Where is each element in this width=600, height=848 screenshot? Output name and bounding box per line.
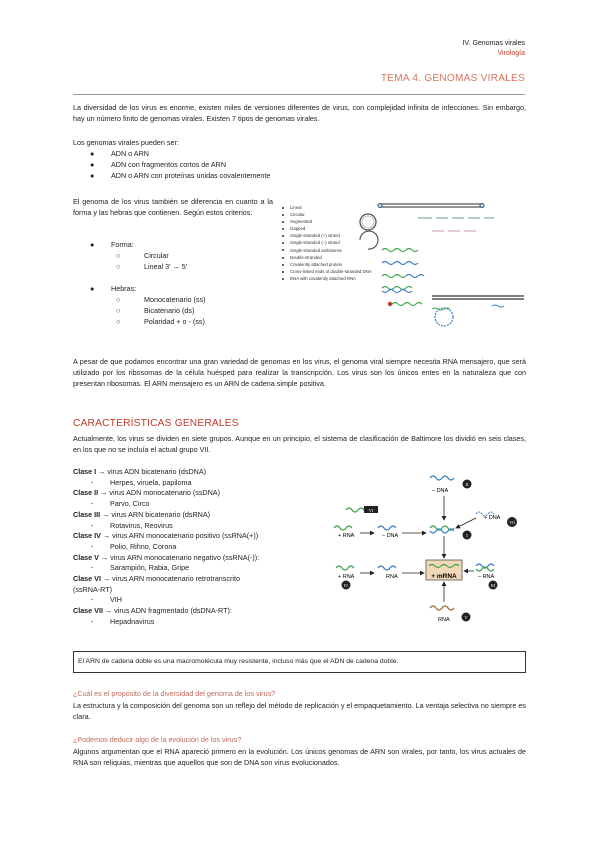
figure-label: DNA with covalently attached RNA [282,275,372,282]
class-example: - Polio, Rihno, Corona [91,541,177,551]
genome-forms-figure [282,196,526,336]
ribosomes-paragraph [73,356,526,390]
label-plus-rna-top: + RNA [338,533,355,539]
figure-label: Linear [282,204,372,211]
class-example: - VIH [91,595,122,605]
answer-2 [73,746,526,768]
label-minus-dna: – DNA [382,533,399,539]
note-box: El ARN de cadena doble es una macromolécula muy resistente, incluso más que el ADN de cadena doble. [73,651,526,673]
section-title: CARACTERÍSTICAS GENERALES [73,418,239,429]
class-example: - Herpes, viruela, papiloma [91,477,192,487]
question-1: ¿Cuál es el propósito de la diversidad del genoma de los virus? [73,689,276,698]
form-intro-text: El genoma de los virus también se diferencia en cuanto a la forma y las hebras que contienen. Según estos criterios: [73,197,273,218]
label-plus-rna: + RNA [338,574,355,580]
mrna-label: + mRNA [431,573,457,580]
list-item: ○ Monocatenario (ss) [116,295,206,304]
class-item: Clase IV → virus ARN monocatenario positivo (ssRNA(+)) [73,531,259,541]
class-item: Clase I → virus ADN bicatenario (dsDNA) [73,467,207,476]
forma-label: Forma: [111,240,134,249]
baltimore-classes [73,467,313,628]
genome-types-intro: Los genomas virales pueden ser: [73,138,179,147]
intro-text: La diversidad de los virus es enorme, existen miles de versiones diferentes de virus, con complejidad infinita de infecciones. Sin embargo, hay un número finito de genomas virales. Existen 7 tipos de genomas virales. [73,103,526,124]
genome-forms-drawing [282,196,526,336]
ribosomes-text: A pesar de que podamos encontrar una gran variedad de genomas en los virus, el genoma viral siempre necesita RNA mensajero, que será utilizado por los ribosomas de la célula huésped para realizar la transcripción. Los virus son los únicos entes en la naturaleza que con presentan ribosomas. El ARN mensajero es un ARN de cadena simple positiva. [73,357,526,389]
list-item-text: Lineal 3’ → 5’ [144,262,188,271]
figure-label: Circular [282,211,372,218]
figure-label: Gapped [282,225,372,232]
label-rna-mid: RNA [386,574,398,580]
list-item: ○ Circular [116,251,169,260]
roman-IV: IV [343,583,349,588]
intro-paragraph [73,102,526,124]
roman-VII: VII [509,520,515,525]
roman-I: I [466,533,468,538]
page-title: TEMA 4. GENOMAS VIRALES [380,73,525,84]
list-item-text: Bicatenario (ds) [144,306,195,315]
figure-label: Covalently attached protein [282,261,372,268]
figure-label: Segmented [282,218,372,225]
list-item: ○ Polaridad + o - (ss) [116,317,205,326]
list-item-text: Circular [144,251,169,260]
class-item: Clase V → virus ARN monocatenario negativo (ssRNA(-)): [73,552,260,562]
header-subject: Virología [497,50,525,57]
roman-VI: VI [368,508,374,513]
label-minus-rna: – RNA [478,574,495,580]
list-item: ○ Bicatenario (ds) [116,306,195,315]
answer-2-text: Algunos argumentan que el RNA apareció primero en la evolución. Los únicos genomas de ARN son virales, por tanto, los virus actuales de RNA son reliquias, mientras que aquellos que son de DNA son virus evolucionados. [73,747,526,768]
class-example: - Parvo, Circo [91,499,150,509]
roman-II: II [465,482,469,487]
class-item: Clase VII → virus ADN fragmentado (dsDNA-RT): [73,606,232,616]
section-intro [73,433,526,455]
list-item-text: ADN o ARN con proteínas unidas covalentemente [111,171,271,180]
figure-label: Single-stranded (+) strand [282,232,372,239]
label-plus-dna: + DNA [484,515,501,521]
list-item: ● ADN o ARN con proteínas unidas covalentemente [90,171,271,180]
roman-V: V [464,615,468,620]
criteria-list [73,239,278,327]
label-rna-bottom: RNA [438,617,450,623]
list-item-text: Polaridad + o - (ss) [144,317,205,326]
figure-label: Double-stranded [282,254,372,261]
class-item-cont: (ssRNA-RT) [73,584,112,594]
list-item-text: ADN o ARN [111,149,149,158]
class-item: Clase III → virus ARN bicatenario (dsRNA) [73,509,211,519]
list-item-text: ADN con fragmentos cortos de ARN [111,160,227,169]
question-2: ¿Podemos deducir algo de la evolución de los virus? [73,735,242,744]
list-item-text: Monocatenario (ss) [144,295,206,304]
header [463,39,525,59]
answer-1 [73,700,526,722]
list-item: ● ADN o ARN [90,149,149,158]
figure-label: Cross-linked ends of double-stranded DNA [282,268,372,275]
class-item: Clase VI → virus ARN monocatenario retrotranscrito [73,574,240,584]
list-item: ● Hebras: [90,284,137,293]
figure-label: Single-stranded ambisense [282,247,372,254]
class-example: - Rotavirus, Reovirus [91,520,173,530]
hebras-label: Hebras: [111,284,137,293]
list-item: ○ Lineal 3’ → 5’ [116,262,188,271]
genome-types [73,137,270,181]
list-item: ● Forma: [90,240,134,249]
form-paragraph [73,196,273,218]
answer-1-text: La estructura y la composición del genoma son un reflejo del método de replicación y el empaquetamiento. La ventaja selectiva no siempre es clara. [73,701,526,722]
class-item: Clase II → virus ADN monocatenario (ssDNA) [73,488,220,498]
section-intro-text: Actualmente, los virus se dividen en siete grupos. Aunque en un principio, el sistema de clasificación de Baltimore los dividió en seis clases, en los que no se incluía el actual grupo VII. [73,434,526,455]
title-divider [73,94,525,95]
roman-III: III [490,583,496,588]
class-example: - Hepadnavirus [91,616,155,626]
figure-label: Single-stranded (–) strand [282,239,372,246]
baltimore-diagram [326,470,526,640]
class-example: - Sarampión, Rabia, Gripe [91,563,190,573]
header-course: IV. Genomas virales [462,40,525,47]
list-item: ● ADN con fragmentos cortos de ARN [90,160,227,169]
label-minus-dna-top: – DNA [432,488,449,494]
